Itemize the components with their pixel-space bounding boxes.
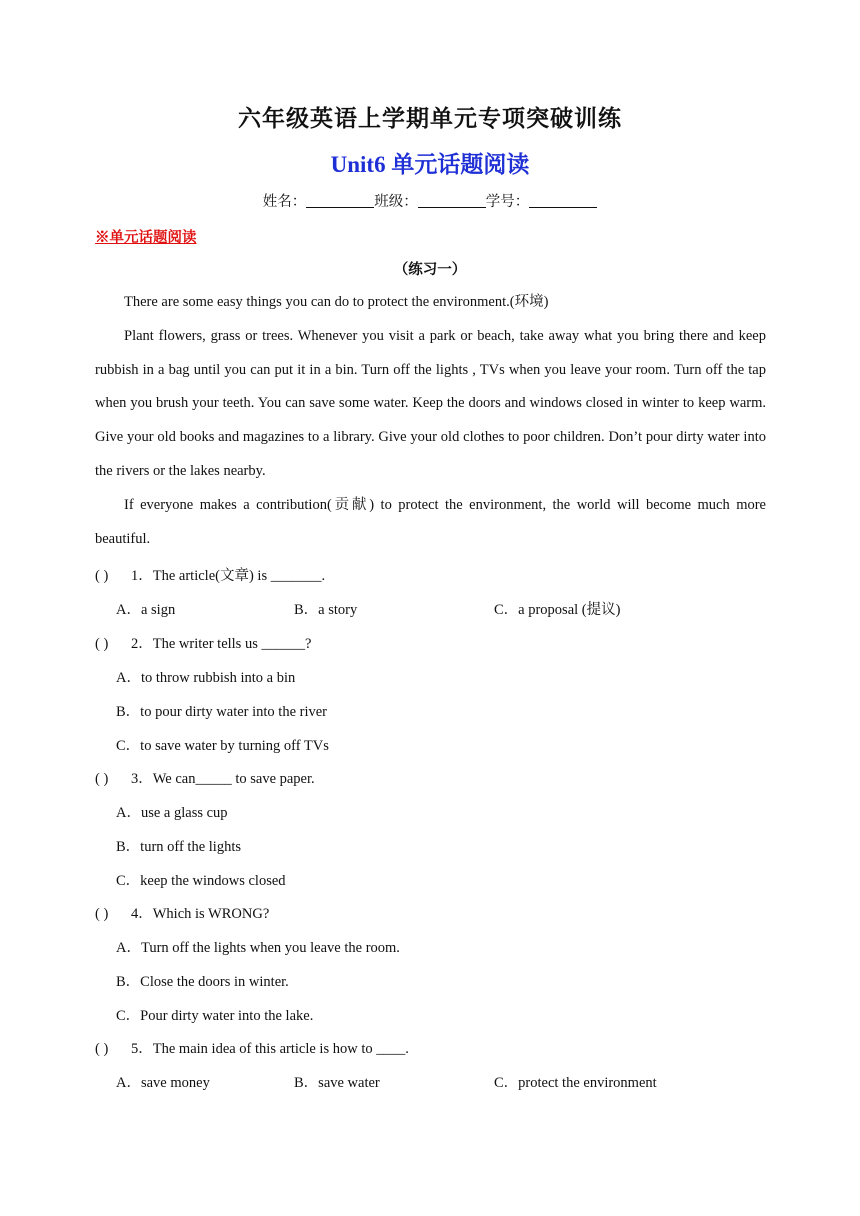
question-4 [95, 902, 269, 923]
option-b: B．to pour dirty water into the river [116, 704, 328, 720]
question-text: 2．The writer tells us ______? [131, 636, 312, 652]
option-a: A．save money [116, 1075, 210, 1091]
option-b: B．a story [294, 602, 358, 618]
question-2 [95, 632, 311, 653]
passage-paragraph: Plant flowers, grass or trees. Whenever you visit a park or beach, take away what you bring there and keep rubbish in a bag until you can put it in a bin. Turn off the lights , TVs when you leave your room. Turn off the tap when you brush your teeth. You can save some water. Keep the doors and windows closed in winter to keep warm. Give your old books and magazines to a library. Give your old clothes to poor children. Don’t pour dirty water into the rivers or the lakes nearby. [95, 327, 766, 479]
passage-paragraph: There are some easy things you can do to protect the environment.(环境) [124, 294, 549, 310]
option-b: B．turn off the lights [116, 839, 241, 855]
option-c: C．keep the windows closed [116, 873, 286, 889]
unit-subtitle: Unit6 单元话题阅读 [330, 152, 530, 177]
question-text: 3．We can_____ to save paper. [131, 771, 315, 787]
number-label: 学号： [485, 194, 530, 210]
answer-bracket[interactable]: ( ) [95, 1041, 109, 1057]
name-label: 姓名： [262, 194, 307, 210]
answer-bracket[interactable]: ( ) [95, 568, 109, 584]
option-b: B．save water [294, 1075, 380, 1091]
option-c: C．Pour dirty water into the lake. [116, 1008, 314, 1024]
passage-paragraph: If everyone makes a contribution(贡献) to protect the environment, the world will become much more beautiful. [95, 496, 766, 547]
question-3 [95, 767, 315, 788]
reading-passage [95, 286, 766, 556]
option-b: B．Close the doors in winter. [116, 974, 289, 990]
question-5 [95, 1037, 409, 1058]
number-blank[interactable] [529, 193, 597, 208]
question-text: 1．The article(文章) is _______. [131, 568, 326, 584]
option-a: A．Turn off the lights when you leave the room. [116, 940, 400, 956]
class-blank[interactable] [418, 193, 486, 208]
option-a: A．a sign [116, 602, 176, 618]
exercise-heading: （练习一） [393, 262, 467, 278]
option-a: A．use a glass cup [116, 805, 228, 821]
answer-bracket[interactable]: ( ) [95, 771, 109, 787]
name-blank[interactable] [306, 193, 374, 208]
worksheet-title: 六年级英语上学期单元专项突破训练 [238, 106, 622, 131]
option-c: C．to save water by turning off TVs [116, 738, 329, 754]
option-c: C．a proposal (提议) [494, 602, 621, 618]
question-1 [95, 564, 325, 585]
section-heading: ※单元话题阅读 [95, 230, 197, 246]
option-c: C．protect the environment [494, 1075, 657, 1091]
answer-bracket[interactable]: ( ) [95, 906, 109, 922]
question-text: 5．The main idea of this article is how to ____. [131, 1041, 409, 1057]
class-label: 班级： [374, 194, 418, 210]
question-text: 4．Which is WRONG? [131, 906, 270, 922]
answer-bracket[interactable]: ( ) [95, 636, 109, 652]
option-a: A．to throw rubbish into a bin [116, 670, 296, 686]
student-info-line [0, 190, 860, 211]
